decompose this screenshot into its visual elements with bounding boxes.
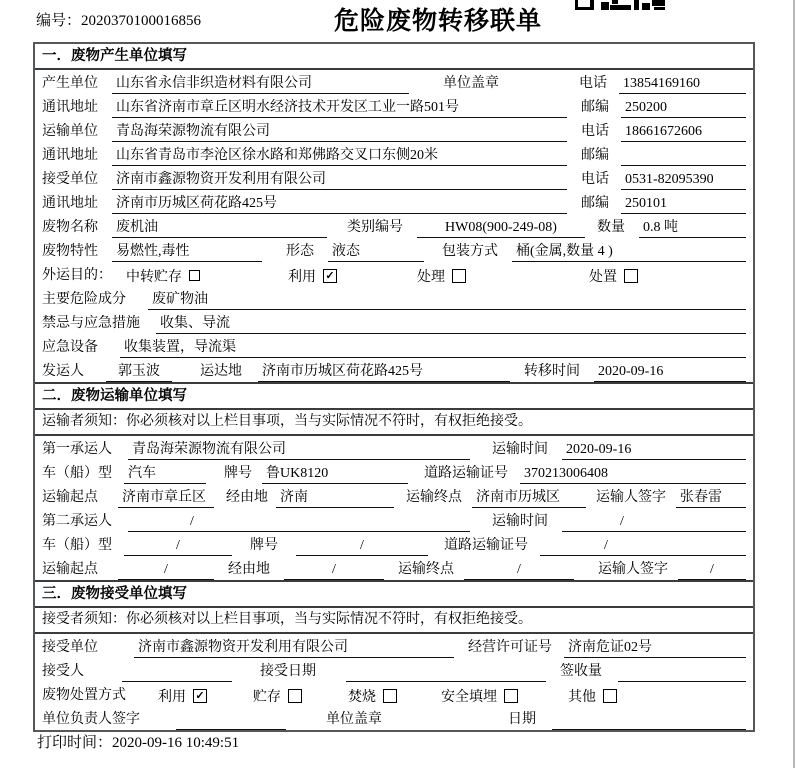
via-value: / [284,560,384,580]
unit-seal-label: 单位盖章 [326,712,382,727]
seal-label: 单位盖章 [443,76,499,91]
receiver-label: 接受单位 [42,172,98,187]
category-value: HW08(900-249-08) [417,218,585,238]
address-label: 通讯地址 [42,196,98,211]
vehicle-type-value: 汽车 [124,464,206,484]
producer-phone-value: 13854169160 [619,74,746,94]
emergency-equipment-row [35,334,753,358]
receiver-address-row [35,190,753,214]
road-license-value: / [540,536,746,556]
zip-label: 邮编 [581,100,609,115]
receive-date-value [346,662,546,682]
option-label: 利用 [288,269,316,285]
disposal-method-label: 废物处置方式 [42,688,126,703]
option-label: 其他 [568,689,596,705]
end-label: 运输终点 [398,562,454,577]
component-label: 主要危险成分 [42,292,126,307]
zip-label: 邮编 [581,148,609,163]
date-label: 日期 [508,712,536,727]
producer-address-value: 山东省济南市章丘区明水经济技术开发区工业一路501号 [112,98,567,118]
carrier1-label: 第一承运人 [42,442,112,457]
transporter-sign-label: 运输人签字 [598,562,668,577]
form-label: 形态 [286,244,314,259]
disposal-option-utilize [158,685,207,706]
page-title: 危险废物转移联单 [333,8,543,35]
option-label: 安全填埋 [441,689,497,705]
character-label: 废物特性 [42,244,98,259]
form-value: 液态 [328,242,424,262]
print-time-label: 打印时间： [37,735,113,751]
road-license-label: 道路运输证号 [424,466,508,481]
transporter-label: 运输单位 [42,124,98,139]
section1-title: 一．废物产生单位填写 [35,44,753,70]
origin-label: 运输起点 [42,490,98,505]
head-sign-label: 单位负责人签字 [42,712,140,727]
disposal-method-row [35,682,753,706]
phone-label: 电话 [581,172,609,187]
carrier1-time-value: 2020-09-16 [562,440,746,460]
vehicle-type-label: 车（船）型 [42,538,112,553]
zip-label: 邮编 [581,196,609,211]
serial-number [36,9,201,30]
carrier2-value: / [128,512,470,532]
carrier2-label: 第二承运人 [42,514,112,529]
vehicle-type-label: 车（船）型 [42,466,112,481]
receiver-address-value: 济南市历城区荷花路425号 [112,194,567,214]
receive-date-label: 接受日期 [260,664,316,679]
waste-name-row [35,214,753,238]
transfer-form [33,42,755,732]
carrier1-value: 青岛海荣源物流有限公司 [128,440,470,460]
purpose-option-dispose [589,265,638,286]
head-signature-row [35,706,753,730]
option-label: 中转贮存 [126,269,182,285]
transporter-value: 青岛海荣源物流有限公司 [112,122,567,142]
consignor-value: 郭玉波 [106,362,172,382]
receiver-zip-value: 250101 [621,194,746,214]
recipient-row [35,658,753,682]
purpose-row [35,262,753,286]
permit-label: 经营许可证号 [468,640,552,655]
date-value [552,710,746,730]
checkbox-unchecked-icon [383,689,397,703]
end-value: 济南市历城区 [472,488,586,508]
plate-value: / [296,536,428,556]
transporter-sign-value: 张春雷 [676,488,746,508]
transport-time-label: 运输时间 [492,442,548,457]
carrier1-row [35,436,753,460]
recipient-value [122,662,232,682]
road-license-label: 道路运输证号 [444,538,528,553]
print-time [37,731,239,752]
carrier1-route-row [35,484,753,508]
signed-amount-label: 签收量 [560,664,602,679]
disposal-option-storage [253,685,302,706]
transporter-address-row [35,142,753,166]
character-value: 易燃性,毒性 [112,242,262,262]
origin-value: / [118,560,214,580]
checkbox-unchecked-icon [603,689,617,703]
disposal-option-landfill [441,685,518,706]
receiver-phone-value: 0531-82095390 [621,170,746,190]
component-value: 废矿物油 [148,290,746,310]
origin-value: 济南市章丘区 [118,488,214,508]
packing-value: 桶(金属,数量 4 ) [512,242,746,262]
waste-name-value: 废机油 [112,218,327,238]
carrier2-time-value: / [562,512,746,532]
receiver-notice: 接受者须知：你必须核对以上栏目事项，当与实际情况不符时，有权拒绝接受。 [35,608,753,634]
packing-label: 包装方式 [442,244,498,259]
road-license-value: 370213006408 [520,464,746,484]
section-receiver [35,580,753,730]
option-label: 贮存 [253,689,281,705]
producer-value: 山东省永信非织造材料有限公司 [112,74,409,94]
transport-time-label: 运输时间 [492,514,548,529]
end-label: 运输终点 [406,490,462,505]
producer-row [35,70,753,94]
carrier2-route-row [35,556,753,580]
hazard-component-row [35,286,753,310]
disposal-option-other [568,685,617,706]
end-value: / [464,560,574,580]
equipment-label: 应急设备 [42,340,98,355]
head-sign-value [176,710,286,730]
transporter-address-value: 山东省青岛市李沧区徐水路和郑佛路交叉口东侧20米 [112,146,567,166]
carrier2-row [35,508,753,532]
transporter-row [35,118,753,142]
origin-label: 运输起点 [42,562,98,577]
transporter-notice: 运输者须知：你必须核对以上栏目事项，当与实际情况不符时，有权拒绝接受。 [35,410,753,436]
signed-amount-value [618,662,746,682]
category-label: 类别编号 [347,220,403,235]
option-label: 利用 [158,689,186,705]
section2-title: 二．废物运输单位填写 [35,384,753,410]
quantity-label: 数量 [597,220,625,235]
window-right-edge [793,0,795,768]
phone-label: 电话 [579,76,607,91]
consignor-row [35,358,753,382]
purpose-option-utilize [288,265,337,286]
producer-zip-value: 250200 [621,98,746,118]
transporter-sign-label: 运输人签字 [596,490,666,505]
purpose-label: 外运目的： [42,268,112,283]
disposal-option-incinerate [348,685,397,706]
option-label: 处置 [589,269,617,285]
address-label: 通讯地址 [42,100,98,115]
transporter-phone-value: 18661672606 [621,122,746,142]
vehicle-type-value: / [124,536,232,556]
serial-label: 编号： [36,13,82,29]
print-time-value: 2020-09-16 10:49:51 [112,735,240,751]
purpose-option-transfer-storage [126,265,200,286]
via-label: 经由地 [228,562,270,577]
waste-character-row [35,238,753,262]
taboo-label: 禁忌与应急措施 [42,316,140,331]
transporter-zip-value [621,146,746,166]
receiver-row [35,166,753,190]
receiving-unit-label: 接受单位 [42,640,98,655]
checkbox-unchecked-icon [452,269,466,283]
address-label: 通讯地址 [42,148,98,163]
destination-value: 济南市历城区荷花路425号 [258,362,510,382]
option-label: 处理 [417,269,445,285]
section-producer [35,44,753,382]
receiving-unit-value: 济南市鑫源物资开发利用有限公司 [134,638,454,658]
plate-label: 牌号 [224,466,252,481]
page-header [0,0,796,42]
serial-value: 2020370100016856 [81,13,202,29]
checkbox-unchecked-icon [504,689,518,703]
quantity-value: 0.8 吨 [639,218,746,238]
section3-title: 三．废物接受单位填写 [35,582,753,608]
recipient-label: 接受人 [42,664,84,679]
checkbox-unchecked-icon [189,270,200,281]
producer-address-row [35,94,753,118]
destination-label: 运达地 [200,364,242,379]
producer-label: 产生单位 [42,76,98,91]
taboo-measures-row [35,310,753,334]
via-value: 济南 [276,488,394,508]
checkbox-unchecked-icon [288,689,302,703]
carrier1-vehicle-row [35,460,753,484]
taboo-value: 收集、导流 [156,314,746,334]
section-transporter [35,382,753,580]
waste-name-label: 废物名称 [42,220,98,235]
plate-value: 鲁UK8120 [262,464,408,484]
carrier2-vehicle-row [35,532,753,556]
consignor-label: 发运人 [42,364,84,379]
checkbox-checked-icon: ✓ [193,689,207,703]
phone-label: 电话 [581,124,609,139]
receiving-unit-row [35,634,753,658]
permit-value: 济南危证02号 [564,638,746,658]
option-label: 焚烧 [348,689,376,705]
checkbox-unchecked-icon [624,269,638,283]
transporter-sign-value: / [678,560,746,580]
receiver-value: 济南市鑫源物资开发利用有限公司 [112,170,567,190]
purpose-option-treat [417,265,466,286]
checkbox-checked-icon: ✓ [323,269,337,283]
qr-code-fragment-icon [575,0,665,10]
transfer-time-value: 2020-09-16 [594,362,746,382]
transfer-time-label: 转移时间 [524,364,580,379]
equipment-value: 收集装置，导流渠 [120,338,746,358]
via-label: 经由地 [226,490,268,505]
plate-label: 牌号 [250,538,278,553]
